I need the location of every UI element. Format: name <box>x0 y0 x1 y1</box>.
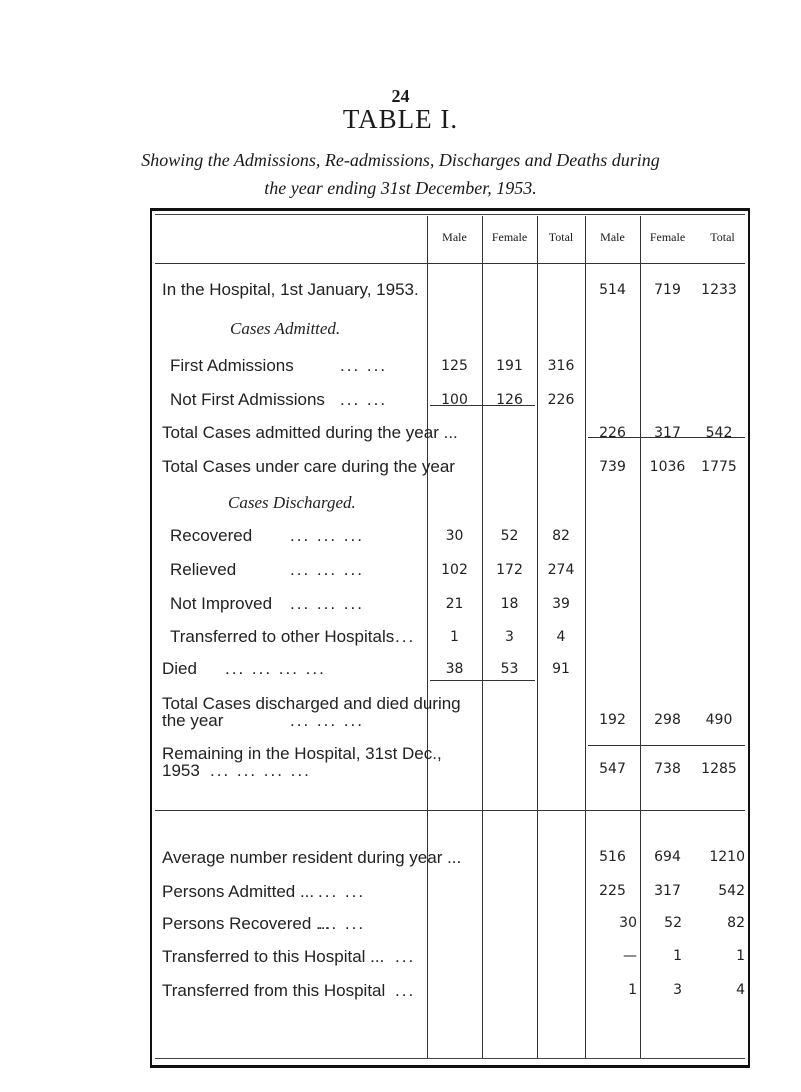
row-label-total-discharged: Total Cases discharged and died during <box>162 694 461 713</box>
row-leader-dots: ... ... ... <box>290 560 364 579</box>
cell-not-improved-total: 39 <box>552 596 570 612</box>
row-label-first-admissions: First Admissions <box>170 356 294 375</box>
row-label-in-hospital: In the Hospital, 1st January, 1953. <box>162 280 419 299</box>
row-label-average-resident: Average number resident during year ... <box>162 848 462 867</box>
row-label-died: Died <box>162 659 197 678</box>
cell-persons-recovered-female: 52 <box>664 915 682 931</box>
table-frame-inner-bottom <box>155 1058 745 1059</box>
cell-transferred-to-female: 1 <box>673 948 682 964</box>
row-label-transferred-to: Transferred to this Hospital ... <box>162 947 385 966</box>
cell-not-first-total: 226 <box>547 392 575 408</box>
row-label-remaining: Remaining in the Hospital, 31st Dec., <box>162 744 442 763</box>
cell-persons-admitted-female: 317 <box>654 883 681 899</box>
cell-first-admissions-male: 125 <box>441 358 468 374</box>
table-subtitle-line-1: Showing the Admissions, Re-admissions, Discharges and Deaths during <box>141 150 660 170</box>
cell-died-total: 91 <box>552 661 570 677</box>
row-leader-dots: ... ... ... <box>290 711 364 730</box>
cell-died-male: 38 <box>445 661 464 677</box>
row-label-transferred-from: Transferred from this Hospital <box>162 981 386 1000</box>
column-rule <box>640 216 641 1058</box>
cell-relieved-total: 274 <box>547 562 575 578</box>
cell-total-admitted-male: 226 <box>599 425 626 441</box>
row-leader-dots: ... ... ... ... <box>225 659 326 678</box>
cell-total-care-total: 1775 <box>701 459 737 475</box>
row-label-total-under-care: Total Cases under care during the year <box>162 457 455 476</box>
cell-total-discharged-female: 298 <box>654 712 681 728</box>
cell-not-improved-male: 21 <box>445 596 464 612</box>
header-rule <box>155 263 745 264</box>
row-leader-dots: ... ... <box>340 390 388 409</box>
row-leader-dots: ... <box>395 947 416 966</box>
cell-transferred-from-male: 1 <box>628 982 637 998</box>
header-female-1: Female <box>491 230 528 244</box>
section-heading-cases-discharged: Cases Discharged. <box>228 493 356 512</box>
column-rule <box>585 216 586 1058</box>
header-total-1: Total <box>548 230 574 244</box>
cell-average-male: 516 <box>599 849 626 865</box>
cell-recovered-total: 82 <box>552 528 570 544</box>
page-number: 24 <box>391 86 410 106</box>
cell-remaining-female: 738 <box>654 761 681 777</box>
cell-not-first-female: 126 <box>496 392 523 408</box>
row-label-not-improved: Not Improved <box>170 594 273 613</box>
header-male-2: Male <box>600 230 625 244</box>
cell-transferred-from-female: 3 <box>673 982 682 998</box>
cell-transferred-other-total: 4 <box>556 629 566 645</box>
row-leader-dots: ... <box>395 981 416 1000</box>
cell-total-admitted-female: 317 <box>654 425 681 441</box>
row-leader-dots: ... ... ... ... <box>210 761 311 780</box>
cell-average-total: 1210 <box>709 849 745 865</box>
cell-total-discharged-male: 192 <box>599 712 626 728</box>
row-leader-dots: ... ... ... <box>290 526 364 545</box>
cell-remaining-male: 547 <box>599 761 626 777</box>
cell-total-admitted-total: 542 <box>705 425 733 441</box>
cell-first-admissions-female: 191 <box>496 358 523 374</box>
cell-recovered-male: 30 <box>445 528 464 544</box>
row-label-recovered: Recovered <box>170 526 253 545</box>
table-subtitle-line-2: the year ending 31st December, 1953. <box>264 178 537 198</box>
subtotal-rule <box>588 745 745 746</box>
row-label-persons-recovered: Persons Recovered ... <box>162 914 331 933</box>
cell-transferred-from-total: 4 <box>736 982 745 998</box>
row-leader-dots: ... ... <box>340 356 388 375</box>
row-label-transferred-other: Transferred to other Hospitals <box>170 627 395 646</box>
cell-persons-recovered-male: 30 <box>619 915 637 931</box>
cell-first-admissions-total: 316 <box>547 358 575 374</box>
cell-transferred-to-total: 1 <box>736 948 745 964</box>
row-label-remaining-cont: 1953 <box>162 761 200 780</box>
cell-not-first-male: 100 <box>441 392 468 408</box>
cell-persons-recovered-total: 82 <box>727 915 745 931</box>
header-male-1: Male <box>442 230 467 244</box>
row-leader-dots: ... ... <box>318 882 366 901</box>
row-leader-dots: ... ... <box>318 914 366 933</box>
row-label-total-discharged-cont: the year <box>162 711 224 730</box>
subtotal-rule <box>430 680 535 681</box>
header-female-2: Female <box>649 230 686 244</box>
row-label-not-first-admissions: Not First Admissions <box>170 390 325 409</box>
table-frame-inner-top <box>155 214 745 215</box>
cell-recovered-female: 52 <box>500 528 519 544</box>
cell-remaining-total: 1285 <box>701 761 737 777</box>
cell-in-hospital-total: 1233 <box>701 282 737 298</box>
section-rule <box>155 810 745 811</box>
row-label-persons-admitted: Persons Admitted ... <box>162 882 315 901</box>
header-total-2: Total <box>710 230 735 244</box>
cell-persons-admitted-male: 225 <box>599 883 626 899</box>
row-leader-dots: ... <box>395 627 416 646</box>
cell-died-female: 53 <box>500 661 519 677</box>
cell-in-hospital-female: 719 <box>654 282 681 298</box>
cell-total-care-female: 1036 <box>649 459 686 475</box>
cell-transferred-to-male: — <box>623 948 637 964</box>
cell-relieved-male: 102 <box>441 562 468 578</box>
section-heading-cases-admitted: Cases Admitted. <box>230 319 341 338</box>
cell-not-improved-female: 18 <box>500 596 519 612</box>
cell-transferred-other-male: 1 <box>450 629 459 645</box>
cell-relieved-female: 172 <box>496 562 523 578</box>
row-leader-dots: ... ... ... <box>290 594 364 613</box>
row-label-relieved: Relieved <box>170 560 237 579</box>
cell-total-discharged-total: 490 <box>705 712 733 728</box>
table-title: TABLE I. <box>342 104 459 134</box>
cell-total-care-male: 739 <box>599 459 626 475</box>
cell-transferred-other-female: 3 <box>505 629 514 645</box>
cell-average-female: 694 <box>654 849 681 865</box>
cell-persons-admitted-total: 542 <box>718 883 745 899</box>
cell-in-hospital-male: 514 <box>599 282 626 298</box>
row-label-total-admitted: Total Cases admitted during the year ... <box>162 423 458 442</box>
